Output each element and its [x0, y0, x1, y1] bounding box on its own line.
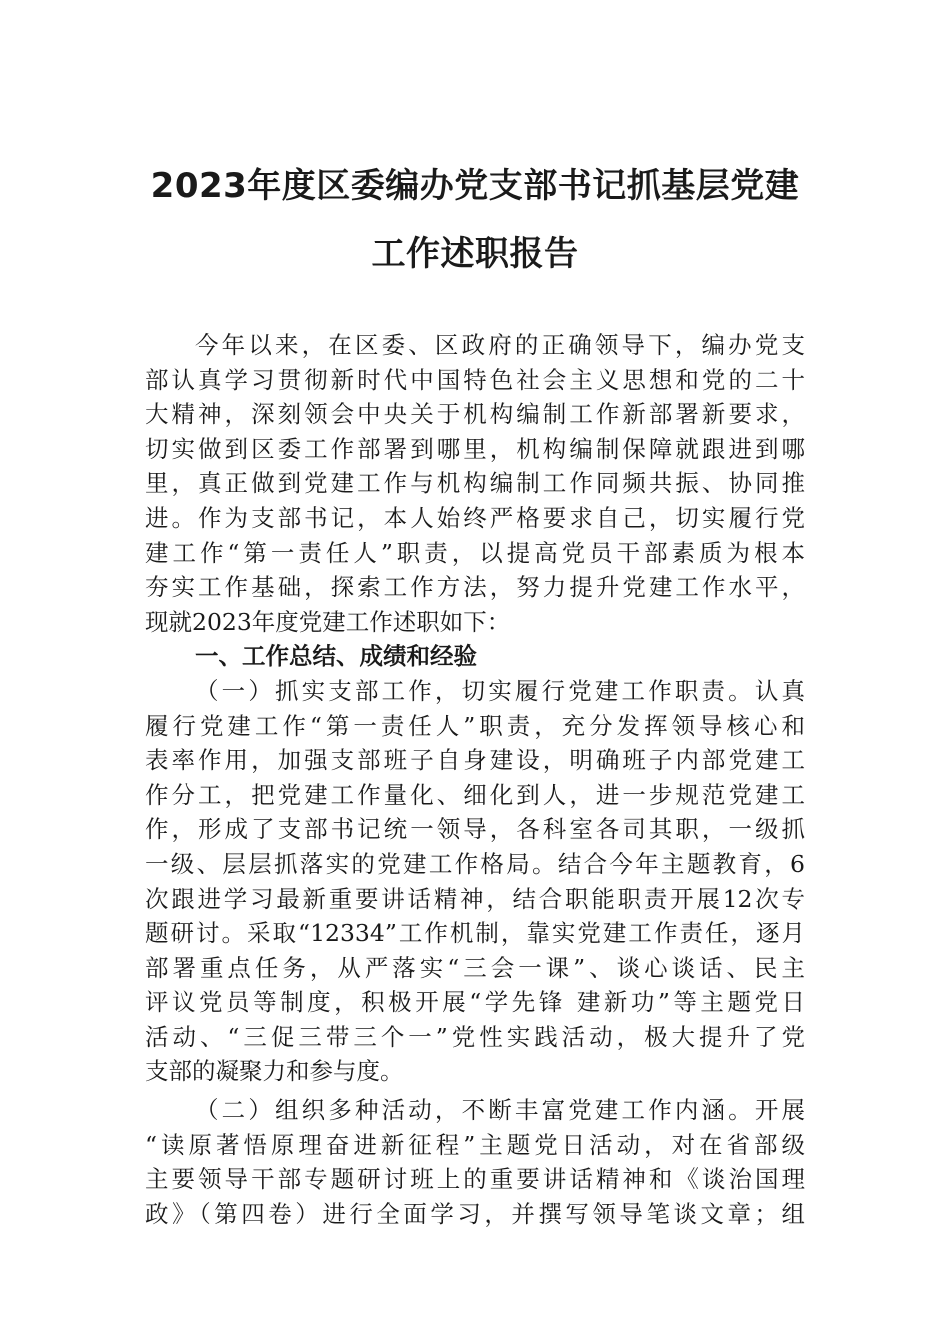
intro-line: 进。作为支部书记，本人始终严格要求自己，切实履行党	[145, 503, 805, 532]
document-title-line-1: 2023年度区委编办党支部书记抓基层党建	[150, 166, 800, 206]
paragraph-line: “读原著悟原理奋进新征程”主题党日活动，对在省部级	[145, 1130, 805, 1159]
paragraph-line: 一级、层层抓落实的党建工作格局。结合今年主题教育，6	[145, 849, 805, 878]
document-body	[145, 328, 805, 1231]
paragraph-line: 部署重点任务，从严落实“三会一课”、谈心谈话、民主	[145, 953, 805, 982]
paragraph-line: 次跟进学习最新重要讲话精神，结合职能职责开展12次专	[145, 884, 805, 913]
intro-line: 建工作“第一责任人”职责，以提高党员干部素质为根本	[145, 538, 805, 567]
intro-paragraph	[145, 328, 805, 639]
paragraph-line: 作分工，把党建工作量化、细化到人，进一步规范党建工	[145, 780, 805, 809]
intro-line: 大精神，深刻领会中央关于机构编制工作新部署新要求，	[145, 400, 805, 429]
paragraph-line: 支部的凝聚力和参与度。	[145, 1057, 404, 1086]
paragraph-one	[145, 674, 805, 1089]
paragraph-line: （二）组织多种活动，不断丰富党建工作内涵。开展	[195, 1096, 805, 1125]
intro-line: 切实做到区委工作部署到哪里，机构编制保障就跟进到哪	[145, 434, 805, 463]
document-title-line-2: 工作述职报告	[371, 234, 579, 274]
paragraph-line: 履行党建工作“第一责任人”职责，充分发挥领导核心和	[145, 711, 805, 740]
intro-line: 部认真学习贯彻新时代中国特色社会主义思想和党的二十	[145, 365, 805, 394]
paragraph-line: 主要领导干部专题研讨班上的重要讲话精神和《谈治国理	[145, 1165, 805, 1194]
paragraph-line: 作，形成了支部书记统一领导，各科室各司其职，一级抓	[145, 815, 805, 844]
paragraph-line: 活动、“三促三带三个一”党性实践活动，极大提升了党	[145, 1022, 805, 1051]
intro-line: 夯实工作基础，探索工作方法，努力提升党建工作水平，	[145, 573, 805, 602]
paragraph-line: 题研讨。采取“12334”工作机制，靠实党建工作责任，逐月	[145, 919, 805, 948]
section-heading: 一、工作总结、成绩和经验	[195, 642, 477, 671]
paragraph-line: 政》（第四卷）进行全面学习，并撰写领导笔谈文章；组	[145, 1199, 805, 1228]
paragraph-line: （一）抓实支部工作，切实履行党建工作职责。认真	[195, 676, 805, 705]
intro-line: 现就2023年度党建工作述职如下：	[145, 607, 511, 636]
paragraph-two	[145, 1093, 805, 1231]
paragraph-line: 评议党员等制度，积极开展“学先锋 建新功”等主题党日	[145, 988, 805, 1017]
paragraph-line: 表率作用，加强支部班子自身建设，明确班子内部党建工	[145, 746, 805, 775]
intro-line: 今年以来，在区委、区政府的正确领导下，编办党支	[195, 331, 805, 359]
intro-line: 里，真正做到党建工作与机构编制工作同频共振、协同推	[145, 469, 805, 498]
